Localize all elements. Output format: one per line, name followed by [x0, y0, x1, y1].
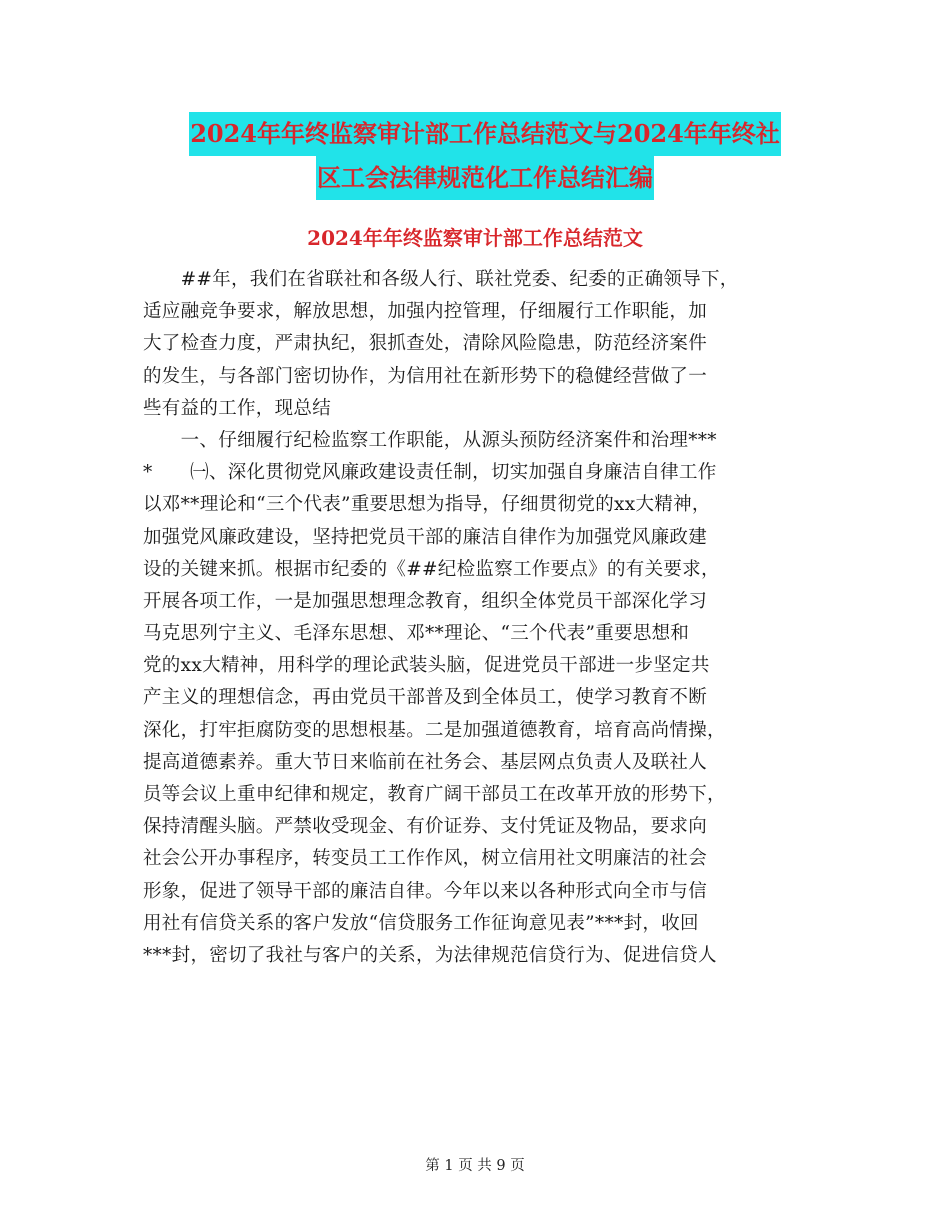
body-line: 的发生，与各部门密切协作，为信用社在新形势下的稳健经营做了一 [143, 365, 708, 387]
body-line: 开展各项工作，一是加强思想理念教育，组织全体党员干部深化学习 [143, 590, 708, 612]
document-title-line-2: 区工会法律规范化工作总结汇编 [316, 156, 654, 200]
body-line: ##年，我们在省联社和各级人行、联社党委、纪委的正确领导下， [143, 269, 739, 290]
body-line: 党的xx大精神，用科学的理论武装头脑，促进党员干部进一步坚定共 [143, 655, 710, 677]
body-line: 用社有信贷关系的客户发放“信贷服务工作征询意见表”***封，收回 [143, 912, 699, 934]
document-title-line-1: 2024年年终监察审计部工作总结范文与2024年年终社 [189, 112, 781, 156]
body-line: 员等会议上重申纪律和规定，教育广阔干部员工在改革开放的形势下， [143, 784, 726, 805]
document-title [140, 112, 830, 200]
body-line: * ㈠、深化贯彻党风廉政建设责任制，切实加强自身廉洁自律工作 [143, 462, 717, 484]
body-line: 保持清醒头脑。严禁收受现金、有价证券、支付凭证及物品，要求向 [143, 816, 708, 838]
body-line: 深化，打牢拒腐防变的思想根基。二是加强道德教育，培育高尚情操， [143, 719, 726, 741]
body-line: ***封，密切了我社与客户的关系，为法律规范信贷行为、促进信贷人 [143, 944, 717, 966]
body-line: 马克思列宁主义、毛泽东思想、邓**理论、“三个代表”重要思想和 [143, 623, 690, 645]
body-text [143, 264, 813, 972]
body-line: 产主义的理想信念，再由党员干部普及到全体员工，使学习教育不断 [143, 687, 708, 709]
body-line: 以邓**理论和“三个代表”重要思想为指导，仔细贯彻党的xx大精神， [143, 494, 711, 516]
body-line: 提高道德素养。重大节日来临前在社务会、基层网点负责人及联社人 [143, 751, 708, 773]
body-line: 形象，促进了领导干部的廉洁自律。今年以来以各种形式向全市与信 [143, 880, 708, 902]
body-line: 社会公开办事程序，转变员工工作作风，树立信用社文明廉洁的社会 [143, 848, 708, 870]
body-line: 大了检查力度，严肃执纪，狠抓查处，清除风险隐患，防范经济案件 [143, 333, 708, 355]
body-line: 加强党风廉政建设，坚持把党员干部的廉洁自律作为加强党风廉政建 [143, 526, 708, 548]
body-line: 些有益的工作，现总结 [143, 397, 332, 419]
body-line: 设的关键来抓。根据市纪委的《##纪检监察工作要点》的有关要求， [143, 558, 720, 580]
body-line: 适应融竞争要求，解放思想，加强内控管理，仔细履行工作职能，加 [143, 301, 708, 323]
section-title: 2024年年终监察审计部工作总结范文 [307, 226, 643, 250]
page-footer: 第 1 页 共 9 页 [425, 1158, 525, 1174]
body-line: 一、仔细履行纪检监察工作职能，从源头预防经济案件和治理*** [143, 429, 717, 451]
